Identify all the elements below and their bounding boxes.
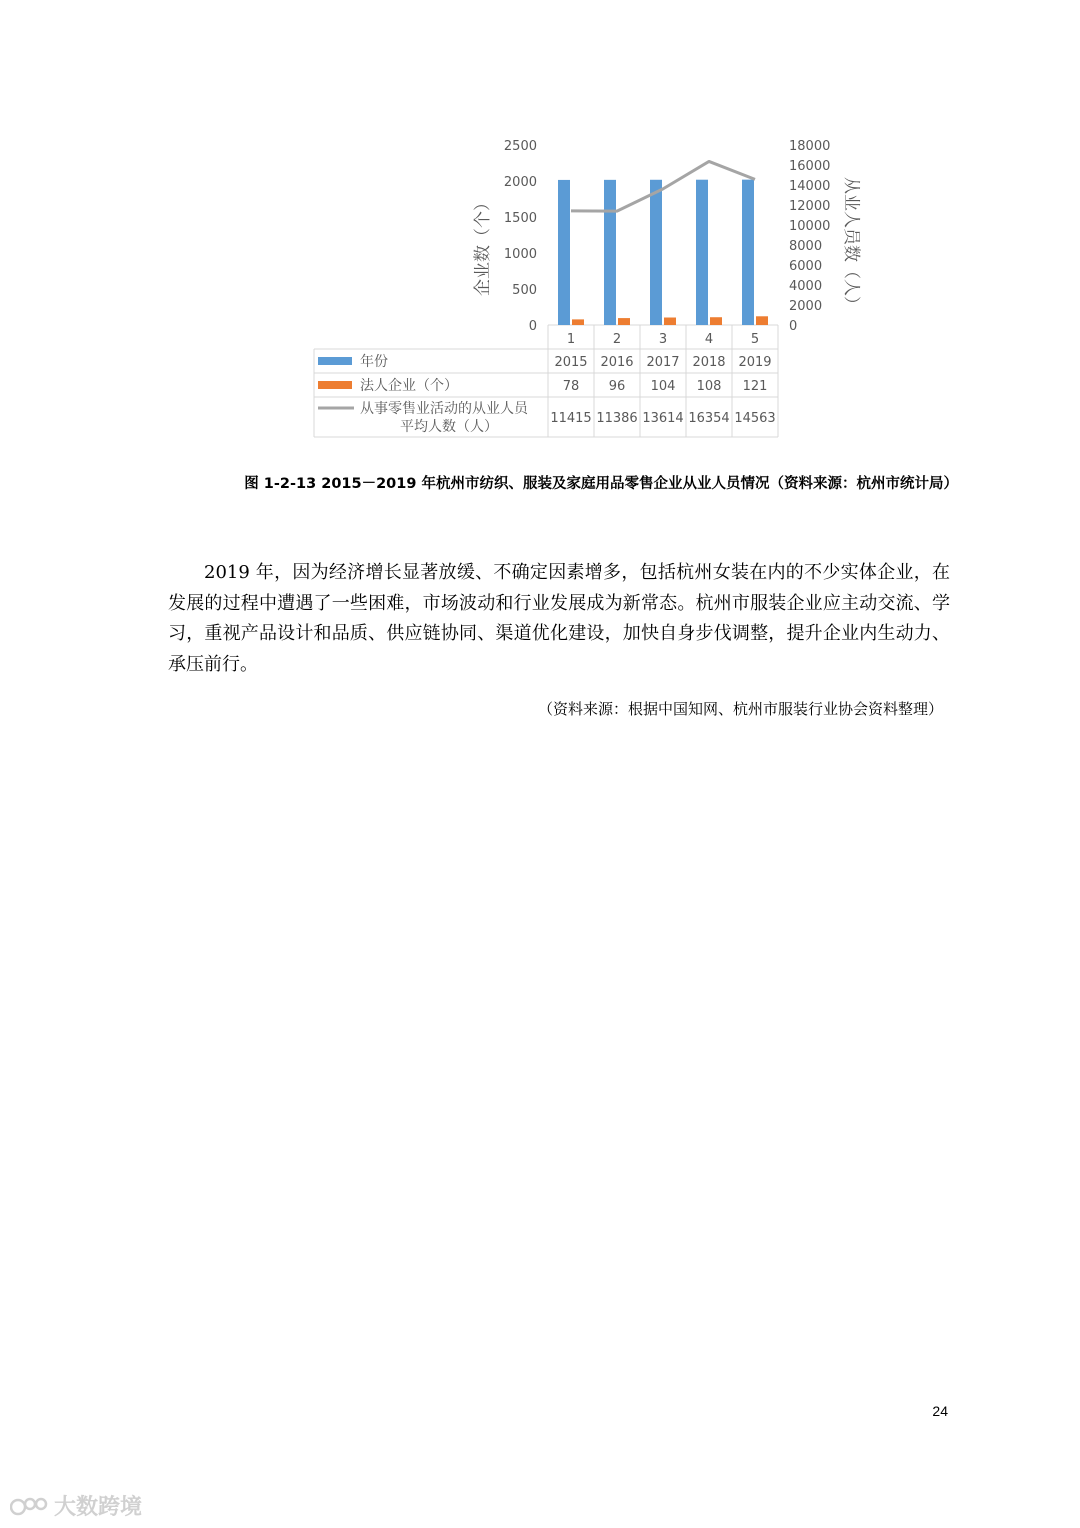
right-tick-label: 8000 bbox=[789, 239, 823, 254]
table-cell: 14563 bbox=[734, 411, 776, 426]
table-cell: 2016 bbox=[600, 355, 634, 370]
legend-swatch bbox=[318, 357, 352, 365]
legend-swatch bbox=[318, 381, 352, 389]
table-cell: 13614 bbox=[642, 411, 684, 426]
table-cell: 121 bbox=[742, 379, 768, 394]
table-cell: 104 bbox=[650, 379, 676, 394]
bar-year bbox=[696, 180, 708, 325]
bar-year bbox=[604, 180, 616, 325]
bar-enterprises bbox=[572, 319, 584, 325]
x-tick-label: 3 bbox=[658, 332, 668, 347]
legend-label: 平均人数（人） bbox=[400, 419, 498, 435]
table-cell: 78 bbox=[562, 379, 580, 394]
watermark-text: 大数跨境 bbox=[54, 1495, 143, 1520]
right-tick-label: 16000 bbox=[789, 159, 831, 174]
table-cell: 2018 bbox=[692, 355, 726, 370]
left-tick-label: 2000 bbox=[503, 175, 537, 190]
table-cell: 16354 bbox=[688, 411, 730, 426]
right-tick-label: 2000 bbox=[789, 299, 823, 314]
table-cell: 2019 bbox=[738, 355, 772, 370]
table-cell: 2015 bbox=[554, 355, 588, 370]
left-axis-label: 企业数（个） bbox=[473, 194, 493, 296]
watermark bbox=[10, 1490, 142, 1521]
right-tick-label: 0 bbox=[789, 319, 798, 334]
right-tick-label: 18000 bbox=[789, 139, 831, 154]
figure-caption: 图 1-2-13 2015－2019 年杭州市纺织、服装及家庭用品零售企业从业人员情况（资料来源：杭州市统计局） bbox=[244, 476, 958, 492]
right-tick-label: 10000 bbox=[789, 219, 831, 234]
watermark-logo-icon bbox=[10, 1495, 48, 1517]
x-tick-label: 1 bbox=[566, 332, 576, 347]
table-cell: 11386 bbox=[596, 411, 638, 426]
legend-label: 从事零售业活动的从业人员 bbox=[360, 401, 528, 417]
bar-enterprises bbox=[710, 317, 722, 325]
right-tick-label: 14000 bbox=[789, 179, 831, 194]
table-cell: 2017 bbox=[646, 355, 680, 370]
table-cell: 108 bbox=[696, 379, 722, 394]
x-tick-label: 4 bbox=[704, 332, 714, 347]
left-tick-label: 2500 bbox=[503, 139, 537, 154]
right-tick-label: 4000 bbox=[789, 279, 823, 294]
bar-year bbox=[650, 180, 662, 325]
bar-enterprises bbox=[618, 318, 630, 325]
bar-enterprises bbox=[664, 318, 676, 325]
source-note: （资料来源：根据中国知网、杭州市服装行业协会资料整理） bbox=[537, 700, 943, 718]
body-paragraph: 2019 年，因为经济增长显著放缓、不确定因素增多，包括杭州女装在内的不少实体企业，在发展的过程中遭遇了一些困难，市场波动和行业发展成为新常态。杭州市服装企业应主动交流、学习，重视产品设计和品质、供应链协同、渠道优化建设，加快自身步伐调整，提升企业内生动力、承压前行。 bbox=[168, 562, 950, 675]
bar-year bbox=[742, 180, 754, 325]
x-tick-label: 5 bbox=[750, 332, 760, 347]
left-tick-label: 1500 bbox=[503, 211, 537, 226]
right-tick-label: 12000 bbox=[789, 199, 831, 214]
x-tick-label: 2 bbox=[612, 332, 622, 347]
bar-year bbox=[558, 180, 570, 325]
combo-chart bbox=[0, 0, 1080, 460]
left-tick-label: 1000 bbox=[503, 247, 537, 262]
legend-label: 法人企业（个） bbox=[360, 378, 458, 394]
table-cell: 96 bbox=[608, 379, 626, 394]
line-employees bbox=[571, 161, 755, 211]
left-tick-label: 0 bbox=[528, 319, 537, 334]
table-cell: 11415 bbox=[550, 411, 592, 426]
right-tick-label: 6000 bbox=[789, 259, 823, 274]
page-number: 24 bbox=[932, 1403, 948, 1419]
bar-enterprises bbox=[756, 316, 768, 325]
right-axis-label: 从业人员数（人） bbox=[841, 177, 861, 313]
legend-label: 年份 bbox=[360, 354, 388, 370]
left-tick-label: 500 bbox=[512, 283, 537, 298]
